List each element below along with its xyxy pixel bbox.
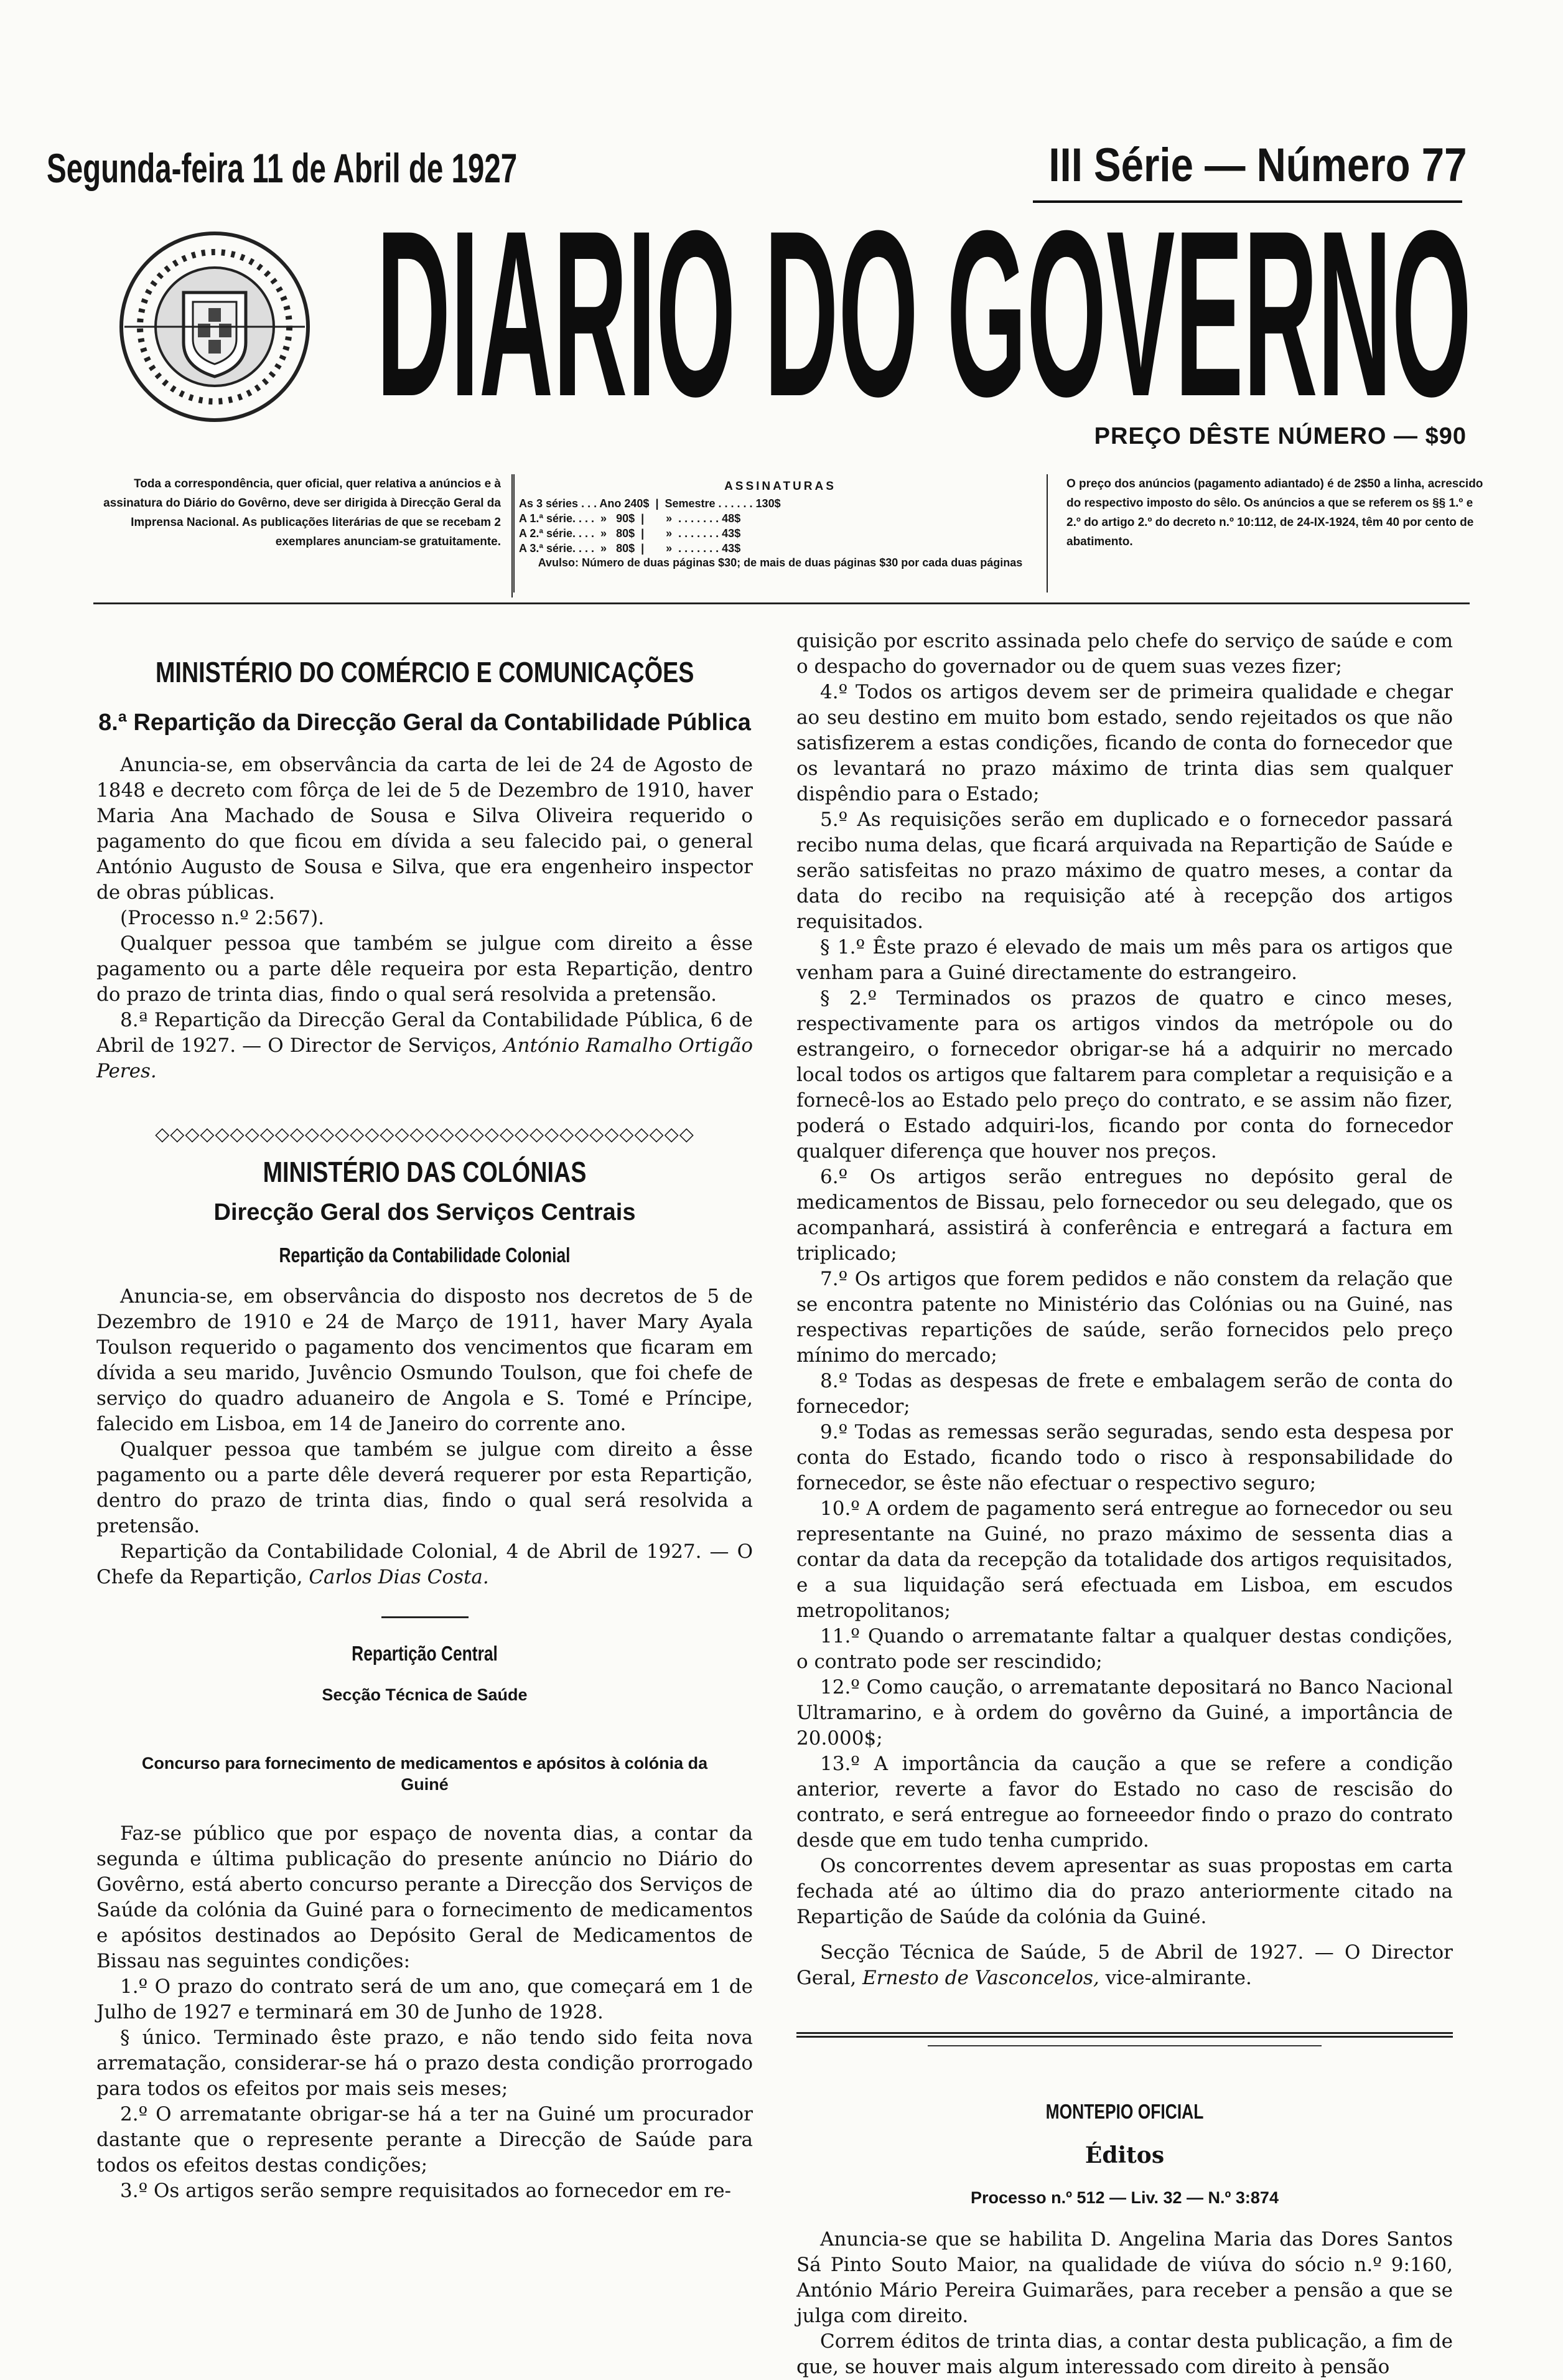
header-rule xyxy=(1033,200,1462,203)
condition-item: § 1.º Êste prazo é elevado de mais um mês para os artigos que venham para a Guiné directamente do estrangeiro. xyxy=(796,936,1453,984)
issue-price: PREÇO DÊSTE NÚMERO — $90 xyxy=(1094,423,1467,449)
ministry-heading: MINISTÉRIO DO COMÉRCIO E COMUNICAÇÕES xyxy=(155,656,694,688)
ornamental-divider: ◇◇◇◇◇◇◇◇◇◇◇◇◇◇◇◇◇◇◇◇◇◇◇◇◇◇◇◇◇◇◇◇◇◇◇◇ xyxy=(155,1123,694,1145)
correspondence-notice: Toda a correspondência, quer oficial, quer relativa a anúncios e à assinatura do Diário do Govêrno, deve ser dirigida à Direcção Geral da Imprensa Nacional. As publicações literárias de que se recebam 2 exemplares anunciam-se gratuitamente. xyxy=(93,474,515,593)
signature-text: Secção Técnica de Saúde, 5 de Abril de 1927. — O Director Geral, xyxy=(796,1941,1453,1989)
signature-paragraph xyxy=(796,1940,1453,1991)
condition-item: 8.º Todas as despesas de frete e embalagem serão de conta do fornecedor; xyxy=(796,1370,1453,1418)
paragraph: Anuncia-se, em observância do disposto nos decretos de 5 de Dezembro de 1910 e 24 de Março de 1911, haver Mary Ayala Toulson requerido o pagamento dos vencimentos que ficaram em dívida a seu marido, Juvêncio Osmundo Toulson, que foi chefe de serviço do quadro aduaneiro de Angola e S. Tomé e Príncipe, falecido em Lisboa, em 14 de Janeiro do corrente ano. xyxy=(96,1285,753,1435)
subscription-row: A 1.ª série. . . . » 90$ | » . . . . . . . 48$ xyxy=(519,512,741,525)
signatory: Carlos Dias Costa. xyxy=(309,1566,489,1588)
issue-date: Segunda-feira 11 de Abril de 1927 xyxy=(47,145,518,191)
signature-text: 8.ª Repartição da Direcção Geral da Contabilidade Pública, 6 de Abril de 1927. — O Director de Serviços, xyxy=(96,1009,753,1057)
section-divider xyxy=(381,1616,469,1618)
condition-item: 1.º O prazo do contrato será de um ano, que começará em 1 de Julho de 1927 e terminará em 30 de Junho de 1928. xyxy=(96,1975,753,2023)
condition-item: 2.º O arrematante obrigar-se há a ter na Guiné um procurador dastante que o represente perante a Direcção de Saúde para todos os efeitos destas condições; xyxy=(96,2103,753,2176)
condition-item: 4.º Todos os artigos devem ser de primeira qualidade e chegar ao seu destino em muito bom estado, sendo rejeitados os que não satisfizerem a estas condições, ficando de conta do fornecedor que os levantará no prazo máximo de trinta dias sem qualquer dispêndio para o Estado; xyxy=(796,681,1453,805)
svg-text:DIÁRIO DO GOVÊRNO: DIÁRIO DO GOVÊRNO xyxy=(376,224,1472,411)
process-reference: Processo n.º 512 — Liv. 32 — N.º 3:874 xyxy=(971,2188,1279,2207)
masthead-title xyxy=(373,224,1475,411)
condition-item: 3.º Os artigos serão sempre requisitados ao fornecedor em re- xyxy=(120,2180,732,2202)
condition-item: § único. Terminado êste prazo, e não tendo sido feita nova arrematação, considerar-se há o prazo desta condição prorrogado para todos os efeitos por mais seis meses; xyxy=(96,2026,753,2100)
institution-heading: MONTEPIO OFICIAL xyxy=(1045,2100,1204,2123)
condition-item: 12.º Como caução, o arrematante depositará no Banco Nacional Ultramarino, e à ordem do govêrno da Guiné, a importância de 20.000$; xyxy=(796,1676,1453,1750)
ministry-heading: MINISTÉRIO DAS COLÓNIAS xyxy=(263,1156,587,1188)
directorate-heading: Direcção Geral dos Serviços Centrais xyxy=(213,1199,636,1225)
signatory-rank: vice-almirante. xyxy=(1105,1967,1252,1989)
condition-item: 5.º As requisições serão em duplicado e o fornecedor passará recibo numa delas, que ficará arquivada na Repartição de Saúde e serão satisfeitas no prazo máximo de quatro meses, a contar da data do recibo na requisição até à recepção dos artigos requisitados. xyxy=(796,808,1453,933)
condition-item: 11.º Quando o arrematante faltar a qualquer destas condições, o contrato pode ser rescindido; xyxy=(796,1625,1453,1673)
header-bottom-rule xyxy=(93,602,1470,604)
signature-text: Repartição da Contabilidade Colonial, 4 de Abril de 1927. — O Chefe da Repartição, xyxy=(96,1540,753,1588)
subscription-note: Avulso: Número de duas páginas $30; de mais de duas páginas $30 por cada duas páginas xyxy=(538,556,1023,569)
section-divider-thin xyxy=(928,2045,1322,2046)
signatory: Ernesto de Vasconcelos, xyxy=(862,1967,1099,1989)
paragraph: Correm éditos de trinta dias, a contar desta publicação, a fim de que, se houver mais algum interessado com direito à pensão xyxy=(796,2330,1453,2378)
subscriptions-box xyxy=(511,474,1048,597)
signature-paragraph xyxy=(96,1539,753,1590)
paragraph: Qualquer pessoa que também se julgue com direito a êsse pagamento ou a parte dêle requeira por esta Repartição, dentro do prazo de trinta dias, findo o qual será resolvida a pretensão. xyxy=(96,932,753,1006)
right-column xyxy=(796,629,1453,2380)
section-heading: Secção Técnica de Saúde xyxy=(322,1685,528,1704)
paragraph: Anuncia-se, em observância da carta de lei de 24 de Agosto de 1848 e decreto com fôrça de lei de 5 de Dezembro de 1910, haver Maria Ana Machado de Sousa e Silva Oliveira requerido o pagamento do que ficou em dívida a seu falecido pai, o general António Augusto de Sousa e Silva, que era engenheiro inspector de obras públicas. xyxy=(96,754,753,904)
signature-paragraph xyxy=(96,1008,753,1084)
condition-item: § 2.º Terminados os prazos de quatro e cinco meses, respectivamente para os artigos vindos da metrópole ou do estrangeiro, o fornecedor obrigar-se há a adquirir no mercado local todos os artigos que faltarem para completar a requisição e a fornecê-los ao Estado pelo preço do contrato, e se assim não fizer, poderá o Estado adquiri-los, ficando por conta do fornecedor qualquer diferença que houver nos preços. xyxy=(796,987,1453,1163)
paragraph: quisição por escrito assinada pelo chefe do serviço de saúde e com o despacho do governador ou de quem suas vezes fizer; xyxy=(796,630,1453,678)
department-heading: 8.ª Repartição da Direcção Geral da Contabilidade Pública xyxy=(98,710,751,736)
paragraph: Qualquer pessoa que também se julgue com direito a êsse pagamento ou a parte dêle deverá requerer por esta Repartição, dentro do prazo de trinta dias, findo o qual será resolvida a pretensão. xyxy=(96,1438,753,1537)
advertising-prices: O preço dos anúncios (pagamento adiantado) é de 2$50 a linha, acrescido do respectivo imposto do sêlo. Os anúncios a que se referem os §§ 1.º e 2.º do artigo 2.º do decreto n.º 10:112, de 24-IX-1924, têm 40 por cento de abatimento. xyxy=(1047,474,1490,593)
condition-item: 10.º A ordem de pagamento será entregue ao fornecedor ou seu representante na Guiné, no prazo máximo de sessenta dias a contar da data da recepção da totalidade dos artigos requisitados, e a sua liquidação será efectuada em Lisboa, em escudos metropolitanos; xyxy=(796,1497,1453,1622)
subscription-row: As 3 séries . . . Ano 240$ | Semestre . . . . . . 130$ xyxy=(519,497,781,510)
editos-heading: Éditos xyxy=(1085,2142,1165,2168)
left-column xyxy=(96,629,753,2204)
condition-item: 6.º Os artigos serão entregues no depósito geral de medicamentos de Bissau, pelo fornecedor ou seu delegado, que os acompanhará, assistirá à conferência e entregará a factura em triplicado; xyxy=(796,1166,1453,1265)
condition-item: 9.º Todas as remessas serão seguradas, sendo esta despesa por conta do Estado, ficando todo o risco à responsabilidade do fornecedor, se êste não efectuar o respectivo seguro; xyxy=(796,1421,1453,1494)
subscription-row: A 2.ª série. . . . » 80$ | » . . . . . . . 43$ xyxy=(519,527,741,540)
subscription-row: A 3.ª série. . . . » 80$ | » . . . . . . . 43$ xyxy=(519,542,741,555)
department-heading: Repartição Central xyxy=(352,1642,498,1665)
paragraph: Os concorrentes devem apresentar as suas propostas em carta fechada até ao último dia do prazo anteriormente citado na Repartição de Saúde da colónia da Guiné. xyxy=(796,1855,1453,1928)
subscriptions-title: ASSINATURAS xyxy=(724,480,836,493)
department-heading: Repartição da Contabilidade Colonial xyxy=(279,1244,571,1267)
condition-item: 7.º Os artigos que forem pedidos e não constem da relação que se encontra patente no Ministério das Colónias ou na Guiné, nas respectivas repartições de saúde, serão fornecidos pelo preço mínimo do mercado; xyxy=(796,1268,1453,1367)
coat-of-arms-emblem xyxy=(118,230,311,423)
notice-title: Concurso para fornecimento de medicamentos e apósitos à colónia da Guiné xyxy=(141,1754,708,1794)
series-number: III Série — Número 77 xyxy=(1048,139,1467,192)
paragraph: Anuncia-se que se habilita D. Angelina Maria das Dores Santos Sá Pinto Souto Maior, na qualidade de viúva do sócio n.º 9:160, António Mário Pereira Guimarães, para receber a pensão a que se julga com direito. xyxy=(796,2228,1453,2327)
condition-item: 13.º A importância da caução a que se refere a condição anterior, reverte a favor do Estado no caso de rescisão do contrato, e será entregue ao forneeedor findo o prazo do contrato desde que em tudo tenha cumprido. xyxy=(796,1753,1453,1852)
paragraph: (Processo n.º 2:567). xyxy=(120,907,325,929)
paragraph: Faz-se público que por espaço de noventa dias, a contar da segunda e última publicação do presente anúncio no Diário do Govêrno, está aberto concurso perante a Direcção dos Serviços de Saúde da colónia da Guiné para o fornecimento de medicamentos e apósitos destinados ao Depósito Geral de Medicamentos de Bissau nas seguintes condições: xyxy=(96,1822,753,1972)
signatory: António Ramalho Ortigão Peres. xyxy=(96,1034,753,1082)
section-divider xyxy=(796,2032,1453,2038)
